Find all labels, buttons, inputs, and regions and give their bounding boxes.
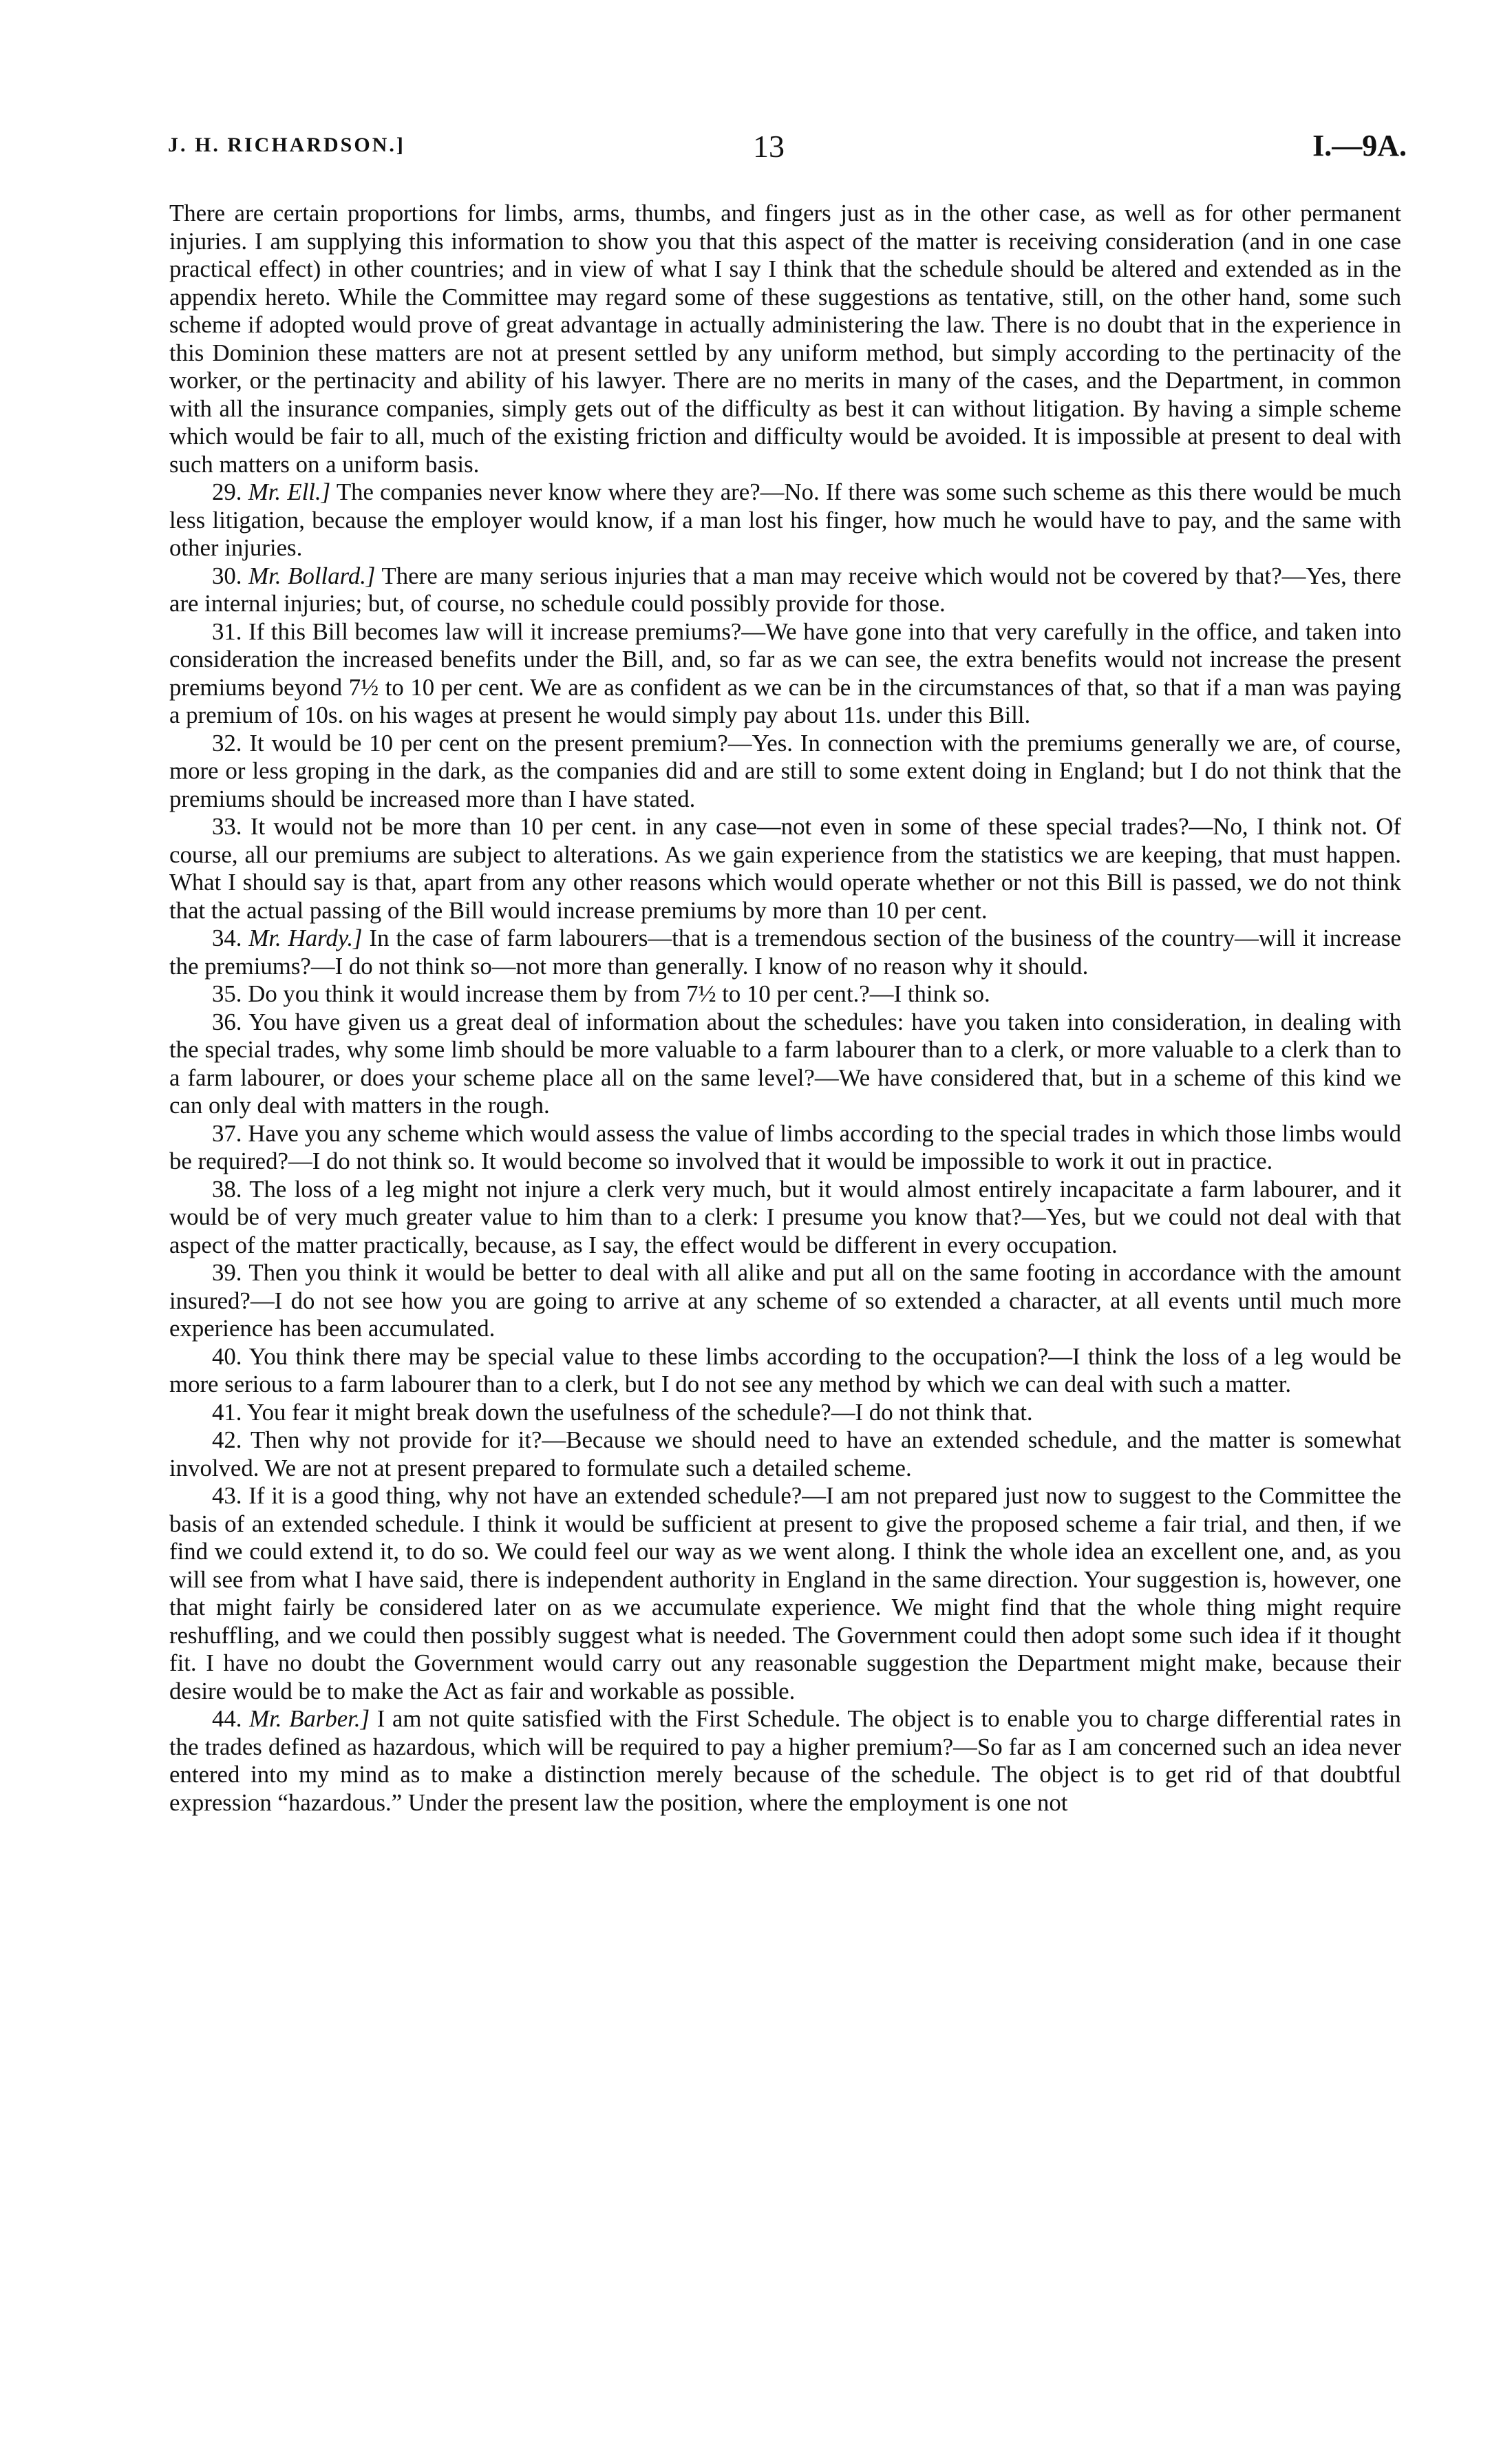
paragraph-text: In the case of farm labourers—that is a tremendous section of the business of the country—will it increase the premiums?—I do not think so—not more than generally. I know of no reason why it should.: [169, 925, 1401, 980]
question-number: 41.: [212, 1398, 242, 1426]
question-number: 31.: [212, 617, 242, 645]
page-number: 13: [753, 129, 785, 164]
question-number: 42.: [212, 1426, 242, 1453]
paragraph: [169, 1399, 1401, 1427]
paragraph: [169, 730, 1401, 814]
paragraph: [169, 1176, 1401, 1260]
question-number: 29.: [212, 478, 242, 505]
paragraph-text: Do you think it would increase them by from 7½ to 10 per cent.?—I think so.: [248, 980, 990, 1007]
question-number: 33.: [212, 813, 242, 840]
paragraph: [169, 813, 1401, 925]
paragraph-text: Then you think it would be better to deal with all alike and put all on the same footing in accordance with the amount insured?—I do not see how you are going to arrive at any scheme of so extended a character, at all events until much more experience has been accumulated.: [169, 1259, 1401, 1342]
paragraph-text: You have given us a great deal of information about the schedules: have you taken into consideration, in dealing with the special trades, why some limb should be more valuable to a farm labourer than to a clerk, or more valuable to a clerk than to a farm labourer, or does your scheme place all on the same level?—We have considered that, but in a scheme of this kind we can only deal with matters in the rough.: [169, 1008, 1401, 1119]
paragraph-text: If this Bill becomes law will it increase premiums?—We have gone into that very carefully in the office, and taken into consideration the increased benefits under the Bill, and, so far as we can see, the extra benefits would not increase the present premiums beyond 7½ to 10 per cent. We are as confident as we can be in the circumstances of that, so that if a man was paying a premium of 10s. on his wages at present he would simply pay about 11s. under this Bill.: [169, 617, 1402, 728]
question-number: 39.: [212, 1259, 242, 1286]
paragraph: [169, 562, 1401, 618]
question-number: 34.: [212, 925, 242, 951]
question-number: 38.: [212, 1175, 242, 1203]
paragraph: [169, 1426, 1401, 1482]
paragraph: [169, 1009, 1401, 1120]
question-number: 44.: [212, 1705, 242, 1732]
paragraph-text: If it is a good thing, why not have an extended schedule?—I am not prepared just now to suggest to the Committee the basis of an extended schedule. I think it would be sufficient at present to give the proposed scheme a fair trial, and then, if we find we could extend it, to do so. We could feel our way as we went along. I think the whole idea an excellent one, and, as you will see from what I have said, there is independent authority in England in the same direction. Your suggestion is, however, one that might fairly be considered later on as we accumulate experience. We might find that the whole thing might require reshuffling, and we could then possibly suggest what is needed. The Government could then adopt some such idea if it thought fit. I have no doubt the Government would carry out any reasonable suggestion the Department might make, because their desire would be to make the Act as fair and workable as possible.: [169, 1482, 1402, 1704]
paragraph: [169, 1482, 1401, 1705]
paragraph: [169, 478, 1401, 562]
paragraph-text: Have you any scheme which would assess the value of limbs according to the special trades in which those limbs would be required?—I do not think so. It would become so involved that it would be impossible to work it out in practice.: [169, 1119, 1401, 1174]
document-reference: I.—9A.: [1312, 129, 1407, 162]
paragraph: [169, 200, 1401, 478]
paragraph: [169, 1259, 1401, 1343]
question-number: 30.: [212, 562, 242, 589]
paragraph-text: There are certain proportions for limbs, arms, thumbs, and fingers just as in the other case, as well as for other permanent injuries. I am supplying this information to show you that this aspect of the matter is receiving consideration (and in one case practical effect) in other countries; and in view of what I say I think that the schedule should be altered and extended as in the appendix hereto. While the Committee may regard some of these suggestions as tentative, still, on the other hand, some such scheme if adopted would prove of great advantage in actually administering the law. There is no doubt that in the experience in this Dominion these matters are not at present settled by any uniform method, but simply according to the pertinacity of the worker, or the pertinacity and ability of his lawyer. There are no merits in many of the cases, and the Department, in common with all the insurance companies, simply gets out of the difficulty as best it can without litigation. By having a simple scheme which would be fair to all, much of the existing friction and difficulty would be avoided. It is impossible at present to deal with such matters on a uniform basis.: [169, 200, 1401, 478]
paragraph-text: The loss of a leg might not injure a clerk very much, but it would almost entirely incapacitate a farm labourer, and it would be of very much greater value to him than to a clerk: I presume you know that?—Yes, but we could not deal with that aspect of the matter practically, because, as I say, the effect would be different in every occupation.: [169, 1175, 1402, 1258]
question-number: 37.: [212, 1119, 242, 1147]
paragraph-text: You think there may be special value to these limbs according to the occupation?—I think the loss of a leg would be more serious to a farm labourer than to a clerk, but I do not see any method by which we can deal with such a matter.: [169, 1342, 1401, 1397]
question-number: 40.: [212, 1342, 242, 1370]
paragraph-text: I am not quite satisfied with the First Schedule. The object is to enable you to charge differential rates in the trades defined as hazardous, which will be required to pay a higher premium?—So far as I am concerned such an idea never entered into my mind as to make a distinction merely because of the schedule. The object is to get rid of that doubtful expression “hazardous.” Under the present law the position, where the employment is one not: [169, 1705, 1401, 1816]
paragraph: [169, 980, 1401, 1009]
paragraph-text: Then why not provide for it?—Because we should need to have an extended schedule, and the matter is somewhat involved. We are not at present prepared to formulate such a detailed scheme.: [169, 1426, 1401, 1481]
paragraph-text: It would not be more than 10 per cent. in any case—not even in some of these special trades?—No, I think not. Of course, all our premiums are subject to alterations. As we gain experience from the statistics we are keeping, that must happen. What I should say is that, apart from any other reasons which would operate whether or not this Bill is passed, we do not think that the actual passing of the Bill would increase premiums by more than 10 per cent.: [169, 813, 1402, 924]
speaker-name: Mr. Hardy.]: [248, 925, 363, 951]
question-number: 32.: [212, 729, 242, 757]
page-header: [168, 128, 1407, 169]
question-number: 43.: [212, 1482, 242, 1509]
header-author: J. H. RICHARDSON.]: [168, 134, 405, 156]
paragraph: [169, 1343, 1401, 1399]
question-number: 35.: [212, 980, 242, 1007]
speaker-name: Mr. Barber.]: [249, 1705, 370, 1732]
paragraph: [169, 1120, 1401, 1176]
speaker-name: Mr. Ell.]: [248, 478, 331, 505]
paragraph-text: It would be 10 per cent on the present premium?—Yes. In connection with the premiums generally we are, of course, more or less groping in the dark, as the companies did and are still to some extent doing in England; but I do not think that the premiums should be increased more than I have stated.: [169, 729, 1401, 812]
paragraph-text: There are many serious injuries that a man may receive which would not be covered by that?—Yes, there are internal injuries; but, of course, no schedule could possibly provide for those.: [169, 562, 1401, 617]
paragraph: [169, 618, 1401, 730]
question-number: 36.: [212, 1008, 242, 1035]
document-body: [169, 200, 1401, 1817]
paragraph-text: The companies never know where they are?—No. If there was some such scheme as this there would be much less litigation, because the employer would know, if a man lost his finger, how much he would have to pay, and the same with other injuries.: [169, 478, 1401, 561]
speaker-name: Mr. Bollard.]: [248, 562, 376, 589]
paragraph: [169, 1705, 1401, 1817]
paragraph-text: You fear it might break down the usefulness of the schedule?—I do not think that.: [246, 1398, 1033, 1426]
paragraph: [169, 925, 1401, 980]
